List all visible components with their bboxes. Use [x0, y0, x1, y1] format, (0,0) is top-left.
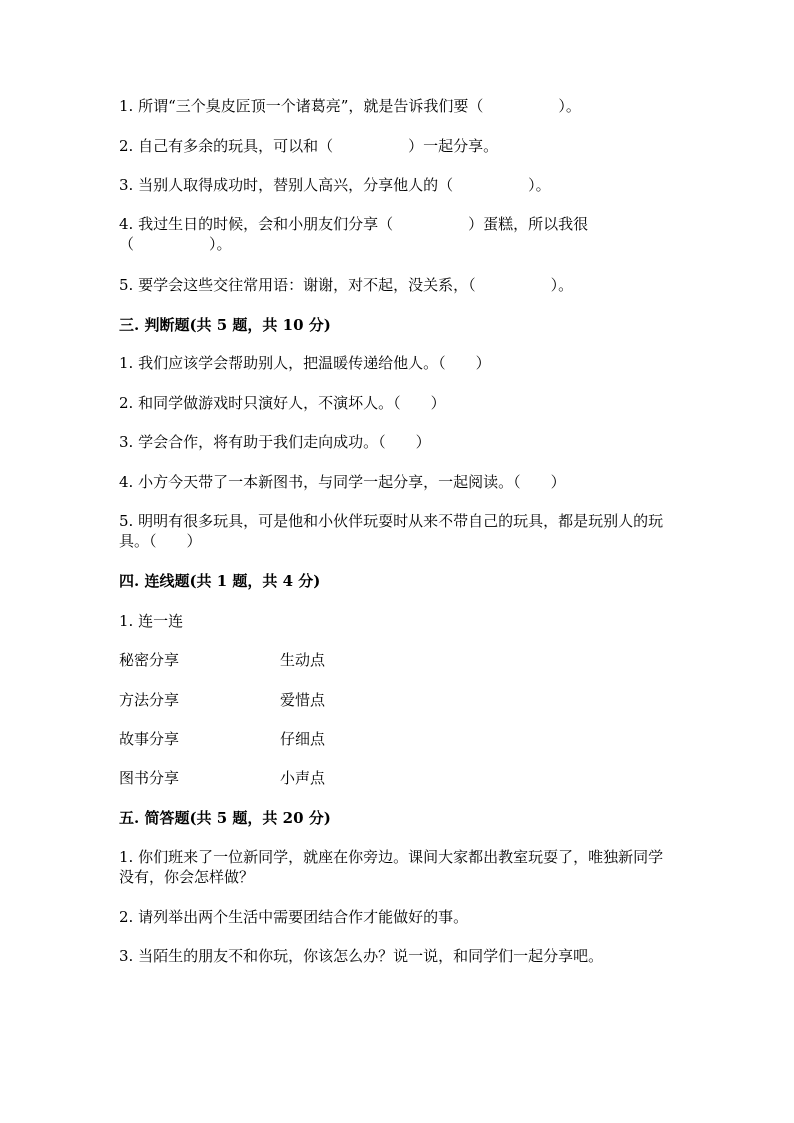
match-right-item: 小声点: [280, 769, 326, 787]
judge-question-1: 1. 我们应该学会帮助别人，把温暖传递给他人。（ ）: [119, 354, 491, 372]
match-left-item: 方法分享: [119, 691, 180, 709]
fill-in-question-5: 5. 要学会这些交往常用语：谢谢，对不起，没关系，（ ）。: [119, 276, 574, 294]
judge-question-4: 4. 小方今天带了一本新图书，与同学一起分享，一起阅读。（ ）: [119, 473, 566, 491]
fill-in-question-3: 3. 当别人取得成功时，替别人高兴，分享他人的（ ）。: [119, 176, 551, 194]
judge-question-2: 2. 和同学做游戏时只演好人，不演坏人。（ ）: [119, 394, 446, 412]
match-section-heading: 四. 连线题(共 1 题，共 4 分): [119, 572, 321, 590]
judge-question-3: 3. 学会合作，将有助于我们走向成功。（ ）: [119, 433, 431, 451]
match-right-item: 生动点: [280, 651, 326, 669]
short-answer-question-1: 1. 你们班来了一位新同学，就座在你旁边。课间大家都出教室玩耍了，唯独新同学没有，你会怎样做？: [119, 848, 664, 886]
match-question: 1. 连一连: [119, 612, 184, 630]
fill-in-question-4: 4. 我过生日的时候，会和小朋友们分享（ ）蛋糕，所以我很（ ）。: [119, 215, 589, 253]
short-answer-question-3: 3. 当陌生的朋友不和你玩，你该怎么办？说一说，和同学们一起分享吧。: [119, 947, 604, 965]
short-answer-question-2: 2. 请列举出两个生活中需要团结合作才能做好的事。: [119, 908, 469, 926]
match-left-item: 故事分享: [119, 730, 180, 748]
short-answer-section-heading: 五. 简答题(共 5 题，共 20 分): [119, 809, 331, 827]
judge-question-5: 5. 明明有很多玩具，可是他和小伙伴玩耍时从来不带自己的玩具，都是玩别人的玩具。（ ）: [119, 512, 664, 550]
match-left-item: 秘密分享: [119, 651, 180, 669]
match-right-item: 爱惜点: [280, 691, 326, 709]
judge-section-heading: 三. 判断题(共 5 题，共 10 分): [119, 316, 331, 334]
fill-in-question-2: 2. 自己有多余的玩具，可以和（ ）一起分享。: [119, 137, 499, 155]
fill-in-question-1: 1. 所谓“三个臭皮匠顶一个诸葛亮”，就是告诉我们要（ ）。: [119, 97, 581, 115]
match-right-item: 仔细点: [280, 730, 326, 748]
match-left-item: 图书分享: [119, 769, 180, 787]
